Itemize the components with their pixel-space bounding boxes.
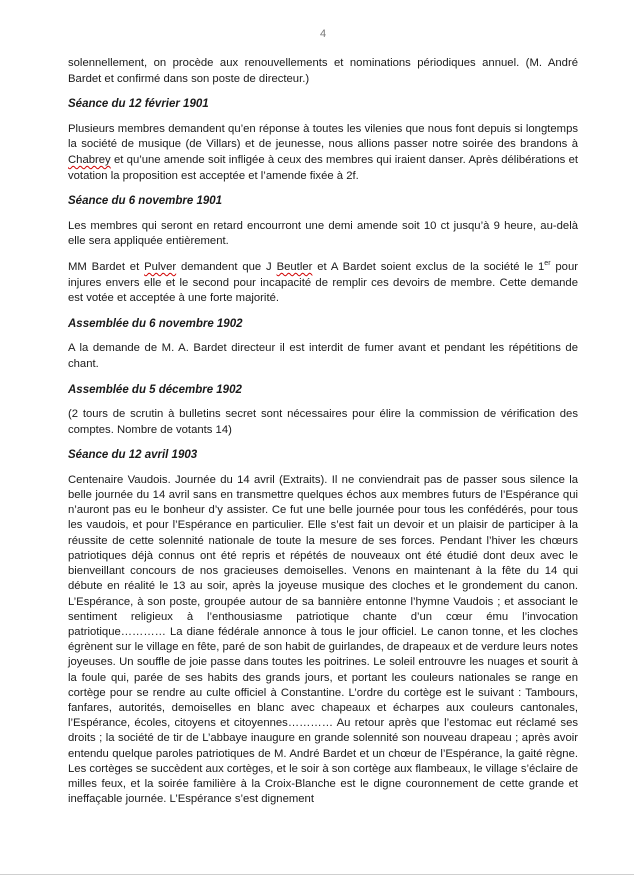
- paragraph-brandons: [68, 122, 578, 184]
- spellcheck-word: Chabrey: [68, 153, 111, 166]
- paragraph-retard: Les membres qui seront en retard encourront une demi amende soit 10 ct jusqu’à 9 heure, au-delà elle sera appliquée entièrement.: [68, 219, 578, 248]
- heading-seance-1901-11-06: Séance du 6 novembre 1901: [68, 195, 223, 208]
- paragraph-intro: solennellement, on procède aux renouvellements et nominations périodiques annuel. (M. André Bardet et confirmé dans son poste de directeur.): [68, 57, 578, 85]
- text-run: pour injures envers elle et le second pour incapacité de remplir ces devoirs de membre. Cette demande est votée et acceptée à une forte majorité.: [68, 260, 578, 305]
- superscript: er: [544, 260, 551, 268]
- page-bottom-border: [0, 874, 634, 875]
- text-run: demandent que J: [176, 260, 277, 273]
- paragraph-exclusion: [68, 260, 578, 307]
- heading-assemblee-1902-12-05: Assemblée du 5 décembre 1902: [68, 383, 242, 396]
- spellcheck-word: Pulver: [144, 260, 177, 273]
- page-number: 4: [319, 28, 327, 40]
- text-run: MM Bardet et: [68, 260, 145, 273]
- heading-seance-1903-04-12: Séance du 12 avril 1903: [68, 449, 198, 462]
- paragraph-scrutin: (2 tours de scrutin à bulletins secret sont nécessaires pour élire la commission de vérification des comptes. Nombre de votants 14): [68, 408, 578, 436]
- spellcheck-word: Beutler: [276, 260, 313, 273]
- paragraph-fumer: A la demande de M. A. Bardet directeur il est interdit de fumer avant et pendant les répétitions de chant.: [68, 342, 578, 370]
- heading-seance-1901-02-12: Séance du 12 février 1901: [68, 98, 209, 111]
- paragraph-centenaire: Centenaire Vaudois. Journée du 14 avril (Extraits). Il ne conviendrait pas de passer sous silence la belle journée du 14 avril sans en transmettre quelques échos aux membres futurs de l’Espérance qui n’auront pas eu le bonheur d’y assister. Ce fut une belle journée pour tous les confédérés, pour tous les vaudois, et pour l’Espérance en particulier. Elle s’est fait un devoir et un plaisir de participer à la réussite de cette solennité nationale de toute la mesure de ses forces. Pendant l’hiver les chœurs patriotiques déjà connus ont été repris et répétés de nouveaux ont été étudié dont deux avec le bienveillant concours de nos gracieuses demoiselles. Venons en maintenant à la fête du 14 qui débute en réalité le 13 au soir, après la joyeuse musique des cloches et le grondement du canon. L’Espérance, à son poste, groupée autour de sa bannière entonne l’hymne Vaudois ; et associant le sentiment religieux à l’enthousiasme patriotique chante d’un cœur ému l’invocation patriotique………… La diane fédérale annonce à tous le jour officiel. Le canon tonne, et les cloches égrènent sur le village en fête, paré de son habit de guirlandes, de drapeaux et de verdure leurs notes joyeuses. Un souffle de joie passe dans toutes les poitrines. Le soleil entrouvre les nuages et sourit à la foule qui, parée de ses habits des grands jours, et portant les couleurs nationales se range en cortège pour se rendre au culte officiel à Constantine. L’ordre du cortège est le suivant : Tambours, fanfares, autorités, demoiselles en blanc avec chapeaux et écharpes aux couleurs cantonales, l’Espérance, écoles, citoyens et citoyennes………… Au retour après que l’estomac eut réclamé ses droits ; la société de tir de L’abbaye inaugure en grande solennité son nouveau drapeau ; après avoir entendu quelque paroles patriotiques de M. André Bardet et un chœur de l’Espérance, la gaité règne. Les cortèges se succèdent aux cortèges, et le soir à son cortège aux flambeaux, le village s’éclaire de milles feux, et la soirée familière à la Croix-Blanche est le digne couronnement de cette grande et ineffaçable journée. L’Espérance s’est dignement: [68, 473, 578, 806]
- text-run: Plusieurs membres demandent qu’en réponse à toutes les vilenies que nous font depuis si longtemps la société de musique (de Villars) et de jeunesse, nous allions passer notre soirée des brandons à: [68, 122, 578, 151]
- heading-assemblee-1902-11-06: Assemblée du 6 novembre 1902: [68, 317, 243, 330]
- text-run: et A Bardet soient exclus de la société le 1: [312, 260, 545, 273]
- text-run: et qu’une amende soit infligée à ceux des membres qui iraient danser. Après délibérations et votation la proposition est acceptée et l’amende fixée à 2f.: [68, 153, 578, 182]
